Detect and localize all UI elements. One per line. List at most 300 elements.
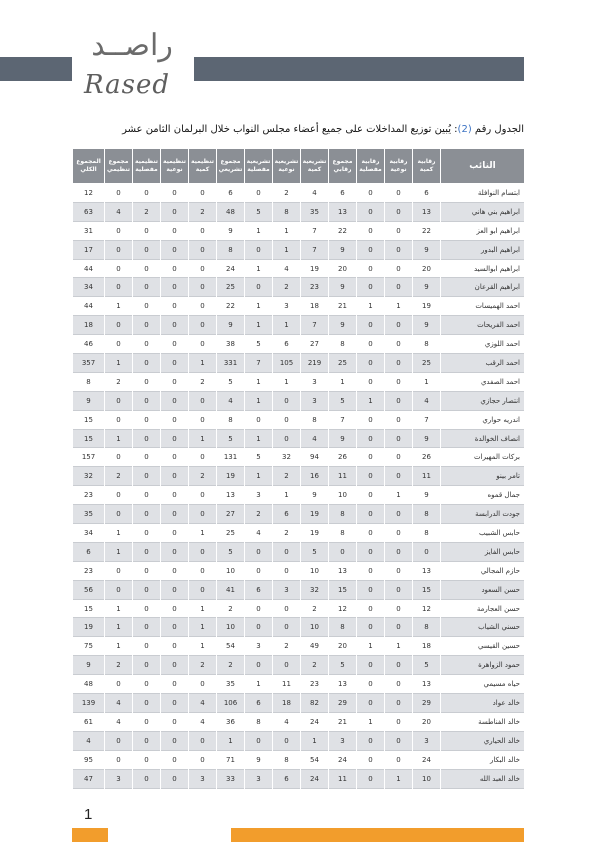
table-row [73, 410, 525, 429]
value-cell: 25 [217, 524, 245, 543]
member-name-cell: احمد الرقب [441, 354, 525, 373]
value-cell: 0 [357, 542, 385, 561]
value-cell: 1 [301, 731, 329, 750]
value-cell: 94 [301, 448, 329, 467]
value-cell: 2 [189, 656, 217, 675]
value-cell: 1 [245, 391, 273, 410]
value-cell: 0 [329, 542, 357, 561]
value-cell: 10 [301, 561, 329, 580]
value-cell: 2 [105, 372, 133, 391]
value-cell: 0 [245, 618, 273, 637]
value-cell: 0 [189, 240, 217, 259]
value-cell: 0 [133, 505, 161, 524]
value-cell: 9 [217, 316, 245, 335]
value-cell: 54 [217, 637, 245, 656]
column-header: تنظيمية مفصلية [133, 149, 161, 184]
value-cell: 48 [73, 675, 105, 694]
value-cell: 0 [161, 372, 189, 391]
value-cell: 0 [161, 429, 189, 448]
member-name-cell: بركات المهيرات [441, 448, 525, 467]
value-cell: 0 [105, 750, 133, 769]
value-cell: 8 [329, 618, 357, 637]
value-cell: 2 [301, 599, 329, 618]
column-header: رقابية مفصلية [357, 149, 385, 184]
value-cell: 1 [105, 354, 133, 373]
value-cell: 4 [273, 712, 301, 731]
value-cell: 15 [329, 580, 357, 599]
value-cell: 5 [217, 429, 245, 448]
value-cell: 8 [273, 202, 301, 221]
value-cell: 9 [413, 240, 441, 259]
value-cell: 131 [217, 448, 245, 467]
value-cell: 2 [273, 524, 301, 543]
value-cell: 1 [273, 316, 301, 335]
value-cell: 8 [245, 712, 273, 731]
value-cell: 4 [105, 694, 133, 713]
value-cell: 26 [413, 448, 441, 467]
table-row [73, 354, 525, 373]
value-cell: 0 [161, 410, 189, 429]
value-cell: 2 [189, 372, 217, 391]
value-cell: 1 [189, 524, 217, 543]
value-cell: 0 [189, 448, 217, 467]
value-cell: 8 [329, 335, 357, 354]
value-cell: 27 [217, 505, 245, 524]
value-cell: 6 [273, 505, 301, 524]
table-row [73, 599, 525, 618]
value-cell: 0 [273, 731, 301, 750]
value-cell: 4 [413, 391, 441, 410]
value-cell: 34 [73, 524, 105, 543]
value-cell: 10 [329, 486, 357, 505]
value-cell: 2 [105, 656, 133, 675]
member-name-cell: تامر بينو [441, 467, 525, 486]
value-cell: 5 [329, 391, 357, 410]
value-cell: 7 [413, 410, 441, 429]
value-cell: 11 [329, 467, 357, 486]
value-cell: 36 [217, 712, 245, 731]
value-cell: 0 [357, 769, 385, 788]
footer-bar-left [72, 828, 108, 842]
value-cell: 1 [189, 599, 217, 618]
value-cell: 8 [413, 524, 441, 543]
value-cell: 1 [385, 486, 413, 505]
value-cell: 1 [105, 599, 133, 618]
value-cell: 2 [273, 467, 301, 486]
value-cell: 4 [189, 712, 217, 731]
member-name-cell: ابتسام النوافلة [441, 184, 525, 203]
value-cell: 0 [273, 561, 301, 580]
table-row [73, 335, 525, 354]
value-cell: 22 [329, 221, 357, 240]
value-cell: 3 [301, 391, 329, 410]
value-cell: 1 [329, 372, 357, 391]
value-cell: 0 [385, 618, 413, 637]
table-row [73, 731, 525, 750]
value-cell: 0 [385, 240, 413, 259]
value-cell: 24 [217, 259, 245, 278]
value-cell: 0 [273, 391, 301, 410]
value-cell: 0 [273, 599, 301, 618]
value-cell: 8 [329, 505, 357, 524]
value-cell: 2 [301, 656, 329, 675]
value-cell: 0 [273, 542, 301, 561]
value-cell: 13 [329, 202, 357, 221]
value-cell: 0 [385, 184, 413, 203]
value-cell: 0 [385, 712, 413, 731]
value-cell: 13 [413, 675, 441, 694]
value-cell: 0 [385, 372, 413, 391]
value-cell: 9 [217, 221, 245, 240]
value-cell: 32 [73, 467, 105, 486]
value-cell: 0 [161, 240, 189, 259]
value-cell: 9 [329, 316, 357, 335]
value-cell: 0 [189, 486, 217, 505]
value-cell: 0 [385, 335, 413, 354]
interventions-table [72, 148, 525, 789]
value-cell: 8 [217, 240, 245, 259]
value-cell: 16 [301, 467, 329, 486]
value-cell: 1 [245, 675, 273, 694]
value-cell: 4 [245, 524, 273, 543]
table-row [73, 221, 525, 240]
value-cell: 0 [133, 354, 161, 373]
table-row [73, 618, 525, 637]
value-cell: 0 [385, 278, 413, 297]
value-cell: 8 [217, 410, 245, 429]
value-cell: 0 [413, 542, 441, 561]
value-cell: 4 [301, 429, 329, 448]
value-cell: 0 [273, 656, 301, 675]
value-cell: 71 [217, 750, 245, 769]
value-cell: 0 [133, 637, 161, 656]
value-cell: 0 [133, 769, 161, 788]
value-cell: 9 [413, 429, 441, 448]
value-cell: 0 [133, 731, 161, 750]
value-cell: 4 [273, 259, 301, 278]
value-cell: 0 [385, 599, 413, 618]
column-header-name: النائب [441, 149, 525, 184]
value-cell: 23 [301, 675, 329, 694]
value-cell: 10 [413, 769, 441, 788]
value-cell: 0 [189, 278, 217, 297]
value-cell: 3 [189, 769, 217, 788]
value-cell: 0 [385, 259, 413, 278]
member-name-cell: خالد الفناطسة [441, 712, 525, 731]
value-cell: 0 [105, 731, 133, 750]
table-row [73, 486, 525, 505]
value-cell: 19 [217, 467, 245, 486]
value-cell: 0 [385, 675, 413, 694]
value-cell: 0 [105, 335, 133, 354]
page-number: 1 [84, 806, 93, 823]
value-cell: 0 [189, 542, 217, 561]
value-cell: 13 [329, 561, 357, 580]
value-cell: 0 [357, 599, 385, 618]
value-cell: 11 [273, 675, 301, 694]
value-cell: 4 [217, 391, 245, 410]
member-name-cell: خالد الحياري [441, 731, 525, 750]
member-name-cell: ابراهيم البدور [441, 240, 525, 259]
value-cell: 0 [357, 731, 385, 750]
value-cell: 1 [357, 391, 385, 410]
value-cell: 41 [217, 580, 245, 599]
column-header: تشريعية نوعية [273, 149, 301, 184]
value-cell: 25 [217, 278, 245, 297]
value-cell: 0 [189, 675, 217, 694]
member-name-cell: خالد العبد الله [441, 769, 525, 788]
value-cell: 18 [73, 316, 105, 335]
value-cell: 3 [245, 486, 273, 505]
value-cell: 32 [273, 448, 301, 467]
member-name-cell: حياه مسيمي [441, 675, 525, 694]
value-cell: 0 [245, 542, 273, 561]
table-row [73, 750, 525, 769]
column-header: المجموع الكلي [73, 149, 105, 184]
value-cell: 21 [329, 712, 357, 731]
value-cell: 2 [217, 599, 245, 618]
value-cell: 6 [273, 335, 301, 354]
table-row [73, 675, 525, 694]
column-header: تشريعية كمية [301, 149, 329, 184]
value-cell: 8 [273, 750, 301, 769]
value-cell: 2 [273, 278, 301, 297]
table-row [73, 561, 525, 580]
value-cell: 1 [385, 769, 413, 788]
value-cell: 0 [357, 448, 385, 467]
value-cell: 22 [217, 297, 245, 316]
value-cell: 24 [301, 712, 329, 731]
value-cell: 63 [73, 202, 105, 221]
value-cell: 0 [189, 731, 217, 750]
value-cell: 6 [245, 580, 273, 599]
member-name-cell: انصاف الخوالدة [441, 429, 525, 448]
value-cell: 0 [357, 410, 385, 429]
value-cell: 0 [133, 429, 161, 448]
value-cell: 5 [301, 542, 329, 561]
value-cell: 0 [133, 524, 161, 543]
value-cell: 0 [161, 259, 189, 278]
value-cell: 0 [105, 561, 133, 580]
logo-arabic: راصــد [91, 28, 173, 63]
value-cell: 1 [245, 316, 273, 335]
value-cell: 0 [133, 561, 161, 580]
value-cell: 0 [245, 184, 273, 203]
value-cell: 0 [105, 448, 133, 467]
value-cell: 0 [189, 184, 217, 203]
value-cell: 1 [105, 429, 133, 448]
table-caption [72, 124, 524, 135]
value-cell: 1 [273, 486, 301, 505]
value-cell: 0 [385, 561, 413, 580]
value-cell: 7 [301, 221, 329, 240]
value-cell: 29 [413, 694, 441, 713]
value-cell: 1 [189, 354, 217, 373]
value-cell: 0 [105, 278, 133, 297]
column-header: مجموع تنظيمي [105, 149, 133, 184]
value-cell: 0 [189, 316, 217, 335]
value-cell: 157 [73, 448, 105, 467]
value-cell: 0 [385, 410, 413, 429]
value-cell: 0 [357, 221, 385, 240]
value-cell: 27 [301, 335, 329, 354]
value-cell: 5 [245, 335, 273, 354]
member-name-cell: خالد عواد [441, 694, 525, 713]
member-name-cell: احمد الصفدي [441, 372, 525, 391]
value-cell: 0 [133, 467, 161, 486]
value-cell: 1 [245, 372, 273, 391]
value-cell: 22 [413, 221, 441, 240]
value-cell: 49 [301, 637, 329, 656]
member-name-cell: انتصار حجازي [441, 391, 525, 410]
value-cell: 18 [301, 297, 329, 316]
value-cell: 0 [357, 354, 385, 373]
value-cell: 0 [357, 429, 385, 448]
value-cell: 9 [329, 240, 357, 259]
value-cell: 35 [217, 675, 245, 694]
value-cell: 1 [413, 372, 441, 391]
value-cell: 1 [245, 429, 273, 448]
value-cell: 0 [189, 297, 217, 316]
value-cell: 1 [217, 731, 245, 750]
value-cell: 0 [161, 202, 189, 221]
value-cell: 54 [301, 750, 329, 769]
value-cell: 0 [161, 184, 189, 203]
member-name-cell: حسن العجارمة [441, 599, 525, 618]
value-cell: 0 [357, 505, 385, 524]
value-cell: 5 [413, 656, 441, 675]
value-cell: 24 [329, 750, 357, 769]
value-cell: 61 [73, 712, 105, 731]
value-cell: 0 [105, 240, 133, 259]
value-cell: 0 [357, 259, 385, 278]
value-cell: 2 [189, 202, 217, 221]
value-cell: 12 [329, 599, 357, 618]
value-cell: 47 [73, 769, 105, 788]
member-name-cell: حسن السعود [441, 580, 525, 599]
value-cell: 17 [73, 240, 105, 259]
value-cell: 24 [413, 750, 441, 769]
value-cell: 0 [385, 391, 413, 410]
value-cell: 1 [105, 297, 133, 316]
value-cell: 0 [357, 675, 385, 694]
value-cell: 0 [161, 694, 189, 713]
value-cell: 15 [73, 429, 105, 448]
value-cell: 1 [385, 637, 413, 656]
table-row [73, 391, 525, 410]
value-cell: 0 [189, 259, 217, 278]
value-cell: 331 [217, 354, 245, 373]
value-cell: 23 [73, 486, 105, 505]
value-cell: 9 [73, 391, 105, 410]
value-cell: 0 [357, 580, 385, 599]
value-cell: 11 [413, 467, 441, 486]
member-name-cell: حازم المجالي [441, 561, 525, 580]
column-header: مجموع رقابي [329, 149, 357, 184]
value-cell: 9 [329, 429, 357, 448]
value-cell: 11 [329, 769, 357, 788]
table-row [73, 694, 525, 713]
value-cell: 4 [189, 694, 217, 713]
value-cell: 8 [73, 372, 105, 391]
value-cell: 8 [413, 335, 441, 354]
value-cell: 8 [413, 618, 441, 637]
value-cell: 0 [357, 202, 385, 221]
value-cell: 1 [245, 259, 273, 278]
value-cell: 0 [161, 731, 189, 750]
value-cell: 15 [73, 410, 105, 429]
value-cell: 4 [105, 202, 133, 221]
value-cell: 0 [245, 240, 273, 259]
member-name-cell: جودت الدرابسة [441, 505, 525, 524]
value-cell: 0 [189, 410, 217, 429]
value-cell: 20 [329, 637, 357, 656]
value-cell: 15 [73, 599, 105, 618]
value-cell: 10 [217, 561, 245, 580]
value-cell: 0 [161, 448, 189, 467]
value-cell: 0 [161, 561, 189, 580]
value-cell: 3 [273, 297, 301, 316]
value-cell: 20 [413, 259, 441, 278]
value-cell: 8 [329, 524, 357, 543]
table-row [73, 429, 525, 448]
value-cell: 0 [357, 372, 385, 391]
value-cell: 2 [133, 202, 161, 221]
value-cell: 0 [161, 637, 189, 656]
member-name-cell: ابراهيم بني هاني [441, 202, 525, 221]
column-header: تنظيمية نوعية [161, 149, 189, 184]
value-cell: 2 [105, 467, 133, 486]
value-cell: 15 [413, 580, 441, 599]
value-cell: 0 [273, 429, 301, 448]
value-cell: 0 [385, 354, 413, 373]
value-cell: 75 [73, 637, 105, 656]
value-cell: 0 [161, 391, 189, 410]
value-cell: 0 [189, 580, 217, 599]
value-cell: 0 [189, 561, 217, 580]
value-cell: 0 [245, 599, 273, 618]
table-row [73, 656, 525, 675]
value-cell: 0 [273, 618, 301, 637]
value-cell: 0 [133, 391, 161, 410]
header-bar-right [194, 57, 524, 81]
value-cell: 0 [189, 221, 217, 240]
value-cell: 82 [301, 694, 329, 713]
value-cell: 0 [385, 656, 413, 675]
value-cell: 7 [301, 240, 329, 259]
value-cell: 44 [73, 297, 105, 316]
table-row [73, 316, 525, 335]
value-cell: 0 [357, 750, 385, 769]
value-cell: 9 [329, 278, 357, 297]
member-name-cell: حابس الفايز [441, 542, 525, 561]
value-cell: 0 [133, 372, 161, 391]
table-row [73, 184, 525, 203]
member-name-cell: حمود الزواهرة [441, 656, 525, 675]
value-cell: 0 [105, 505, 133, 524]
footer-bar-right [231, 828, 524, 842]
value-cell: 9 [413, 486, 441, 505]
value-cell: 9 [301, 486, 329, 505]
value-cell: 1 [105, 524, 133, 543]
column-header: تنظيمية كمية [189, 149, 217, 184]
value-cell: 0 [161, 675, 189, 694]
value-cell: 0 [133, 335, 161, 354]
value-cell: 1 [245, 467, 273, 486]
value-cell: 5 [245, 202, 273, 221]
table-row [73, 769, 525, 788]
header-bar-left [0, 57, 72, 81]
